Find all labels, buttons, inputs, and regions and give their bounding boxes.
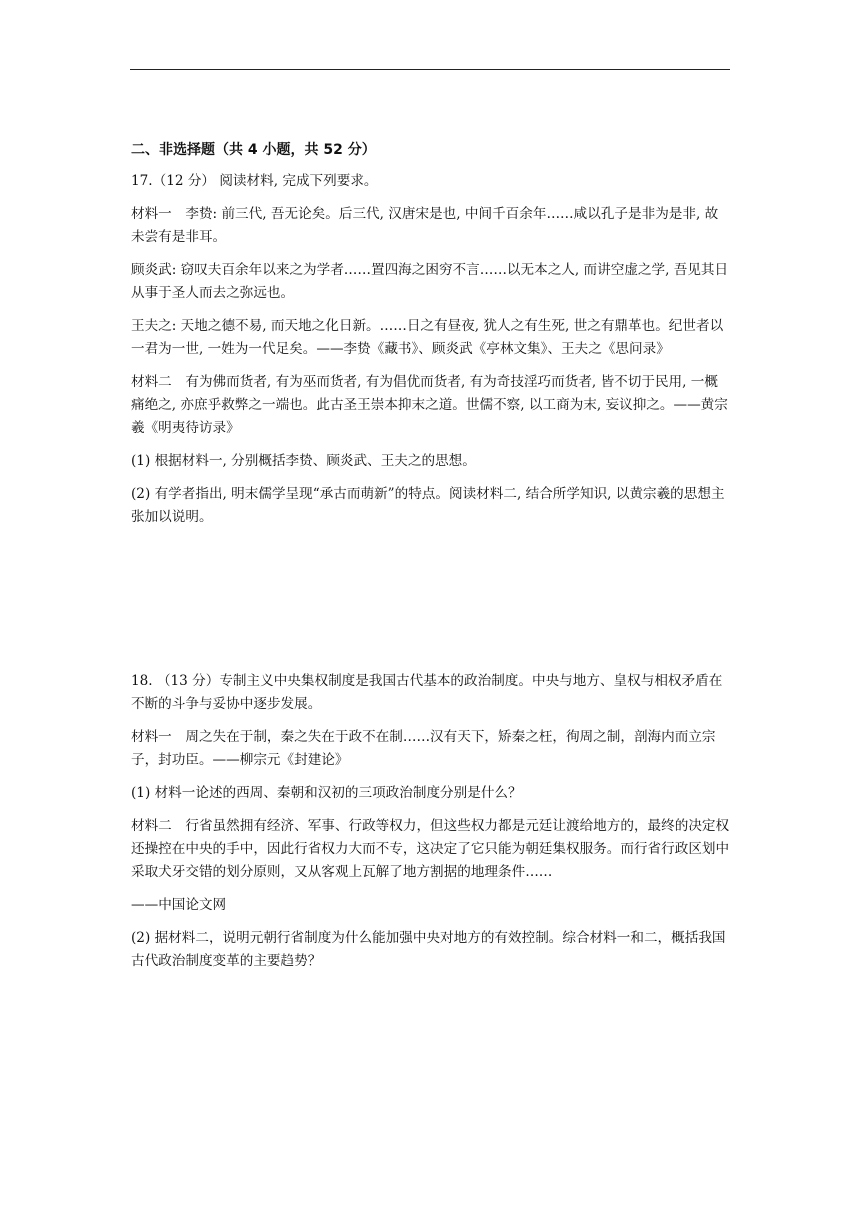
header-rule	[130, 69, 730, 70]
section-heading: 二、非选择题（共 4 小题，共 52 分）	[131, 142, 376, 158]
q18-intro: 18. （13 分）专制主义中央集权制度是我国古代基本的政治制度。中央与地方、皇权与相权矛盾在不断的斗争与妥协中逐步发展。	[131, 673, 723, 712]
q17-intro: 17.（12 分） 阅读材料, 完成下列要求。	[131, 173, 378, 189]
q17-material1-gu-yanwu: 顾炎武: 窃叹夫百余年以来之为学者……置四海之困穷不言……以无本之人, 而讲空虚之学, 吾见其日从事于圣人而去之弥远也。	[131, 262, 729, 301]
q18-material2: 材料二 行省虽然拥有经济、军事、行政等权力，但这些权力都是元廷让渡给地方的，最终的决定权还操控在中央的手中，因此行省权力大而不专，这决定了它只能为朝廷集权服务。而行省行政区划中采取犬牙交错的划分原则，又从客观上瓦解了地方割据的地理条件……	[131, 818, 730, 880]
q17-material1-wang-fuzhi: 王夫之: 天地之德不易, 而天地之化日新。……日之有昼夜, 犹人之有生死, 世之有鼎革也。纪世者以一君为一世, 一姓为一代足矣。——李贽《藏书》、顾炎武《亭林文集》、王夫之《思问录》	[131, 318, 724, 357]
q17-question2: (2) 有学者指出, 明末儒学呈现“承古而萌新”的特点。阅读材料二, 结合所学知识, 以黄宗羲的思想主张加以说明。	[131, 486, 725, 525]
q17-material2: 材料二 有为佛而货者, 有为巫而货者, 有为倡优而货者, 有为奇技淫巧而货者, 皆不切于民用, 一概痛绝之, 亦庶乎救弊之一端也。此古圣王崇本抑末之道。世儒不察, 以工商为末, 妄议抑之。——黄宗羲《明夷待访录》	[131, 374, 728, 436]
q18-material1: 材料一 周之失在于制，秦之失在于政不在制……汉有天下，矫秦之枉，徇周之制，剖海内而立宗子，封功臣。——柳宗元《封建论》	[131, 729, 716, 768]
q17-question1: (1) 根据材料一, 分别概括李贽、顾炎武、王夫之的思想。	[131, 453, 476, 469]
question-18	[131, 670, 731, 973]
exam-page-content	[131, 139, 731, 983]
question-17	[131, 170, 731, 529]
q18-question1: (1) 材料一论述的西周、秦朝和汉初的三项政治制度分别是什么？	[131, 785, 522, 801]
q18-question2: (2) 据材料二，说明元朝行省制度为什么能加强中央对地方的有效控制。综合材料一和二，概括我国古代政治制度变革的主要趋势？	[131, 930, 726, 969]
q17-material1-li-zhi: 材料一 李贽: 前三代, 吾无论矣。后三代, 汉唐宋是也, 中间千百余年……咸以孔子是非为是非, 故未尝有是非耳。	[131, 206, 719, 245]
q18-material2-source: ——中国论文网	[131, 897, 227, 913]
answer-space	[131, 539, 731, 670]
